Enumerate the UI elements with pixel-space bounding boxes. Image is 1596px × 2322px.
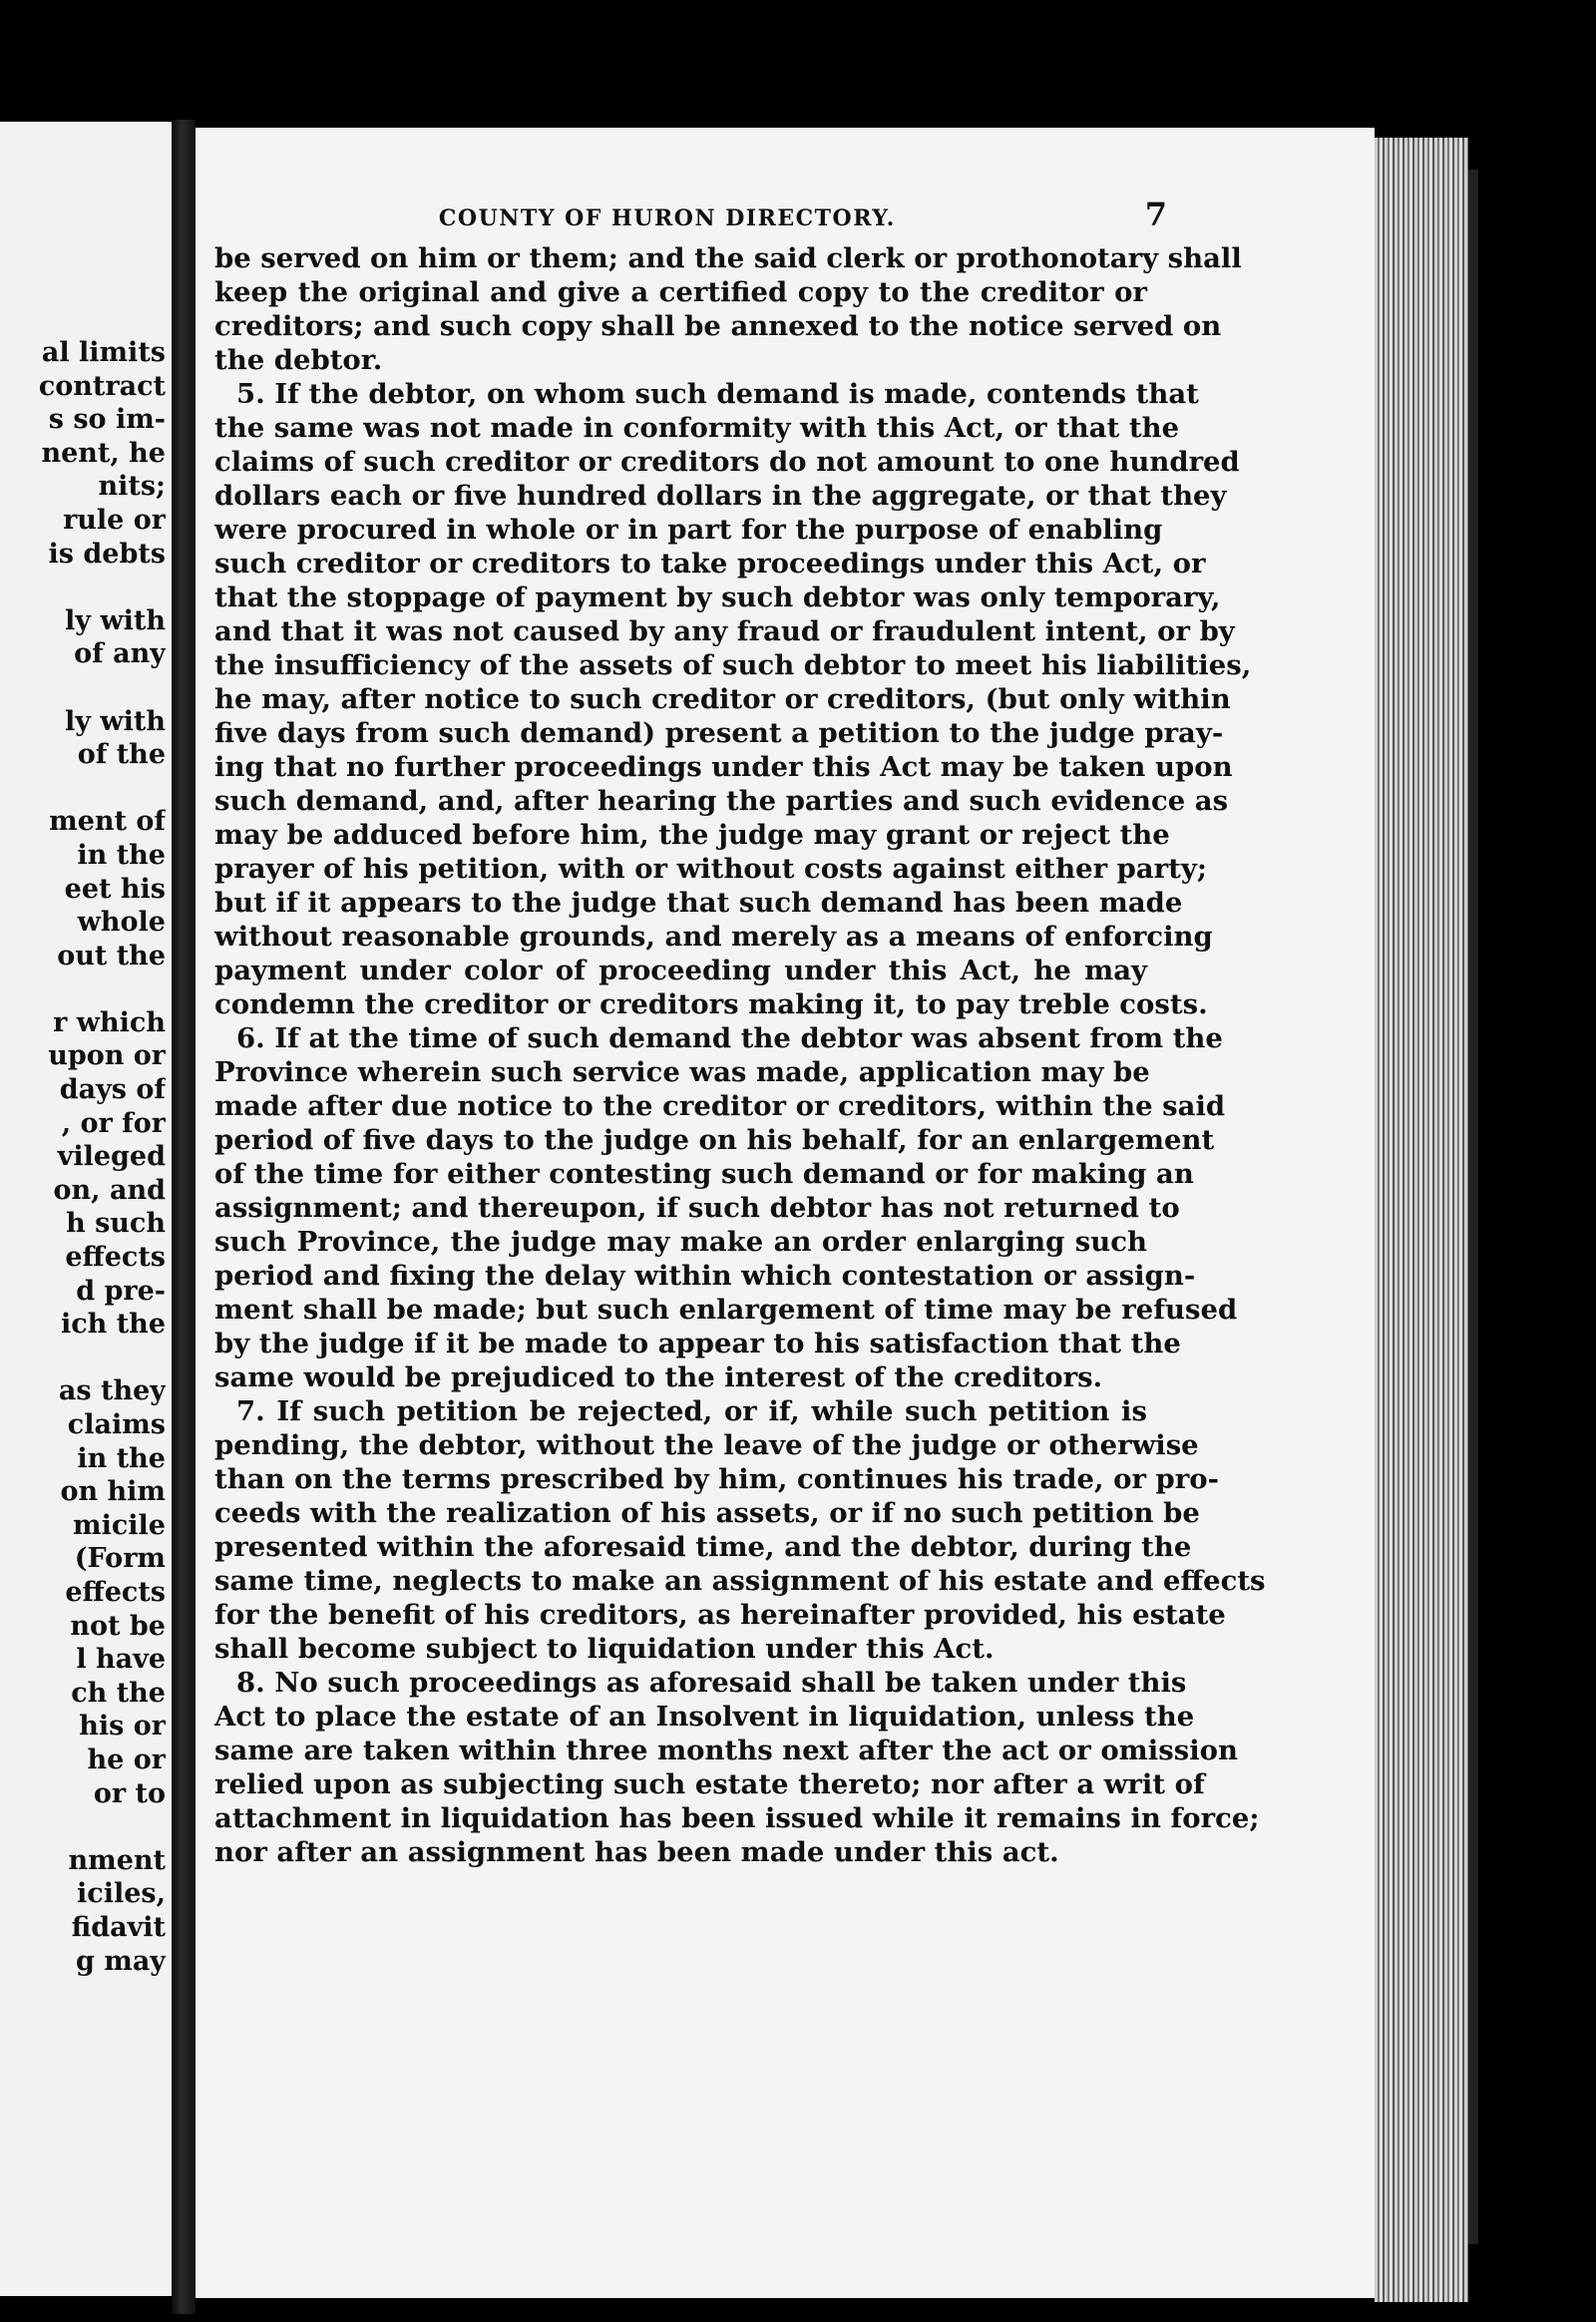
paragraph-continuation: [214, 241, 1242, 377]
facing-page-line: effects: [65, 1242, 166, 1274]
text-line: condemn the creditor or creditors making it, to pay treble costs.: [214, 988, 1208, 1020]
facing-page-line: his or: [79, 1711, 166, 1742]
facing-page-line: [0, 1342, 166, 1375]
facing-page-line: he or: [87, 1743, 166, 1775]
page-edge-shadow: [1468, 170, 1478, 2244]
facing-page-line: of any: [74, 638, 166, 670]
facing-page-line: days of: [59, 1074, 166, 1106]
text-line: same would be prejudiced to the interest of the creditors.: [214, 1361, 1103, 1393]
facing-page-line: out the: [57, 940, 166, 971]
facing-page-line: whole: [77, 907, 166, 939]
facing-page-line: on him: [60, 1476, 166, 1508]
text-line: for the benefit of his creditors, as hereinafter provided, his estate: [214, 1599, 1226, 1631]
text-line: the insufficiency of the assets of such debtor to meet his liabilities,: [214, 649, 1252, 681]
text-line: by the judge if it be made to appear to his satisfaction that the: [214, 1328, 1181, 1359]
text-line: he may, after notice to such creditor or creditors, (but only within: [214, 683, 1231, 715]
facing-page-line: ment of: [49, 806, 166, 838]
facing-page-line: g may: [75, 1945, 166, 1977]
text-line: but if it appears to the judge that such demand has been made: [214, 887, 1183, 919]
text-line: same time, neglects to make an assignment of his estate and effects: [214, 1565, 1266, 1597]
text-line: the same was not made in conformity with this Act, or that the: [214, 412, 1180, 444]
facing-page-line: ly with: [65, 604, 166, 636]
facing-page-line: on, and: [53, 1174, 166, 1206]
text-line: Province wherein such service was made, application may be: [214, 1056, 1150, 1088]
text-line: such demand, and, after hearing the parties and such evidence as: [214, 785, 1229, 817]
text-line: creditors; and such copy shall be annexed to the notice served on: [214, 310, 1222, 342]
page-number: 7: [1144, 195, 1167, 233]
facing-page-line: [0, 972, 166, 1006]
running-title: COUNTY OF HURON DIRECTORY.: [438, 205, 896, 231]
facing-page-line: or to: [93, 1777, 166, 1809]
text-line: be served on him or them; and the said clerk or prothonotary shall: [214, 242, 1242, 274]
facing-page-line: s so im-: [48, 404, 166, 436]
text-line: such creditor or creditors to take proceedings under this Act, or: [214, 548, 1206, 580]
facing-page-line: d pre-: [76, 1275, 166, 1307]
facing-page-line: contract: [38, 370, 166, 402]
paragraph-section-8: [214, 1666, 1260, 1869]
text-line: that the stoppage of payment by such debtor was only temporary,: [214, 581, 1221, 613]
facing-page-line: upon or: [48, 1040, 166, 1072]
facing-page-line: r which: [53, 1006, 166, 1038]
text-line: claims of such creditor or creditors do not amount to one hundred: [214, 446, 1240, 478]
paragraph-section-6: [214, 1021, 1238, 1394]
text-line: ceeds with the realization of his assets, or if no such petition be: [214, 1497, 1200, 1529]
binding-gutter: [172, 120, 196, 2314]
body-text: [214, 241, 1266, 1869]
text-line: were procured in whole or in part for the purpose of enabling: [214, 514, 1163, 546]
running-head: [209, 195, 1167, 233]
facing-page-line: [0, 1810, 166, 1844]
facing-page-line: nent, he: [41, 437, 166, 469]
text-line: shall become subject to liquidation under this Act.: [214, 1633, 995, 1665]
text-line: Act to place the estate of an Insolvent in liquidation, unless the: [214, 1701, 1195, 1733]
facing-page-fragment: [0, 122, 178, 2296]
text-line: prayer of his petition, with or without costs against either party;: [214, 853, 1208, 885]
facing-page-text: [0, 336, 166, 1978]
facing-page-line: not be: [70, 1610, 166, 1642]
text-line: such Province, the judge may make an order enlarging such: [214, 1226, 1147, 1258]
facing-page-line: rule or: [63, 504, 166, 536]
text-line: keep the original and give a certified copy to the creditor or: [214, 276, 1147, 308]
text-line: presented within the aforesaid time, and the debtor, during the: [214, 1531, 1192, 1563]
facing-page-line: fidavit: [71, 1911, 166, 1943]
facing-page-line: ich the: [60, 1309, 166, 1341]
text-line: may be adduced before him, the judge may grant or reject the: [214, 819, 1170, 851]
paragraph-section-7: [214, 1394, 1266, 1666]
text-line: period and fixing the delay within which contestation or assign-: [214, 1260, 1196, 1292]
text-line: 7. If such petition be rejected, or if, while such petition is: [236, 1395, 1147, 1427]
facing-page-line: al limits: [41, 337, 166, 368]
text-line: the debtor.: [214, 344, 383, 376]
text-line: 8. No such proceedings as aforesaid shall be taken under this: [236, 1667, 1187, 1699]
text-line: and that it was not caused by any fraud or fraudulent intent, or by: [214, 615, 1235, 647]
text-line: 6. If at the time of such demand the debtor was absent from the: [236, 1022, 1223, 1054]
text-line: dollars each or five hundred dollars in the aggregate, or that they: [214, 480, 1227, 512]
text-line: same are taken within three months next after the act or omission: [214, 1735, 1238, 1766]
facing-page-line: nits;: [98, 471, 166, 503]
facing-page-line: is debts: [48, 538, 166, 570]
facing-page-line: ly with: [65, 705, 166, 737]
text-line: period of five days to the judge on his behalf, for an enlargement: [214, 1124, 1215, 1156]
facing-page-line: iciles,: [77, 1878, 166, 1910]
facing-page-line: , or for: [61, 1107, 166, 1139]
text-line: five days from such demand) present a petition to the judge pray-: [214, 717, 1224, 749]
text-line: attachment in liquidation has been issued while it remains in force;: [214, 1802, 1260, 1834]
facing-page-line: h such: [66, 1208, 166, 1240]
facing-page-line: [0, 671, 166, 705]
text-line: of the time for either contesting such demand or for making an: [214, 1158, 1194, 1190]
facing-page-line: in the: [77, 1442, 166, 1474]
text-line: pending, the debtor, without the leave of the judge or otherwise: [214, 1429, 1199, 1461]
text-line: made after due notice to the creditor or creditors, within the said: [214, 1090, 1226, 1122]
facing-page-line: micile: [73, 1509, 166, 1541]
facing-page-line: eet his: [64, 873, 166, 905]
facing-page-line: [0, 571, 166, 604]
text-line: than on the terms prescribed by him, continues his trade, or pro-: [214, 1463, 1219, 1495]
facing-page-line: effects: [65, 1576, 166, 1608]
facing-page-line: ch the: [71, 1677, 166, 1709]
page-edge-stack: [1375, 138, 1468, 2302]
facing-page-line: [0, 772, 166, 806]
text-line: relied upon as subjecting such estate thereto; nor after a writ of: [214, 1768, 1205, 1800]
text-line: 5. If the debtor, on whom such demand is made, contends that: [236, 378, 1199, 410]
facing-page-line: (Form: [74, 1543, 166, 1575]
paragraph-section-5: [214, 377, 1252, 1021]
facing-page-line: l have: [76, 1644, 166, 1676]
facing-page-line: of the: [77, 739, 166, 771]
facing-page-line: in the: [77, 839, 166, 871]
facing-page-line: nment: [68, 1844, 166, 1876]
text-line: without reasonable grounds, and merely as a means of enforcing: [214, 921, 1213, 953]
text-line: nor after an assignment has been made under this act.: [214, 1836, 1059, 1868]
text-line: assignment; and thereupon, if such debtor has not returned to: [214, 1192, 1180, 1224]
text-line: ing that no further proceedings under this Act may be taken upon: [214, 751, 1233, 783]
text-line: ment shall be made; but such enlargement of time may be refused: [214, 1294, 1238, 1326]
text-line: payment under color of proceeding under this Act, he may: [214, 955, 1147, 986]
facing-page-line: vileged: [57, 1141, 166, 1173]
facing-page-line: as they: [58, 1375, 166, 1407]
facing-page-line: claims: [67, 1409, 166, 1440]
